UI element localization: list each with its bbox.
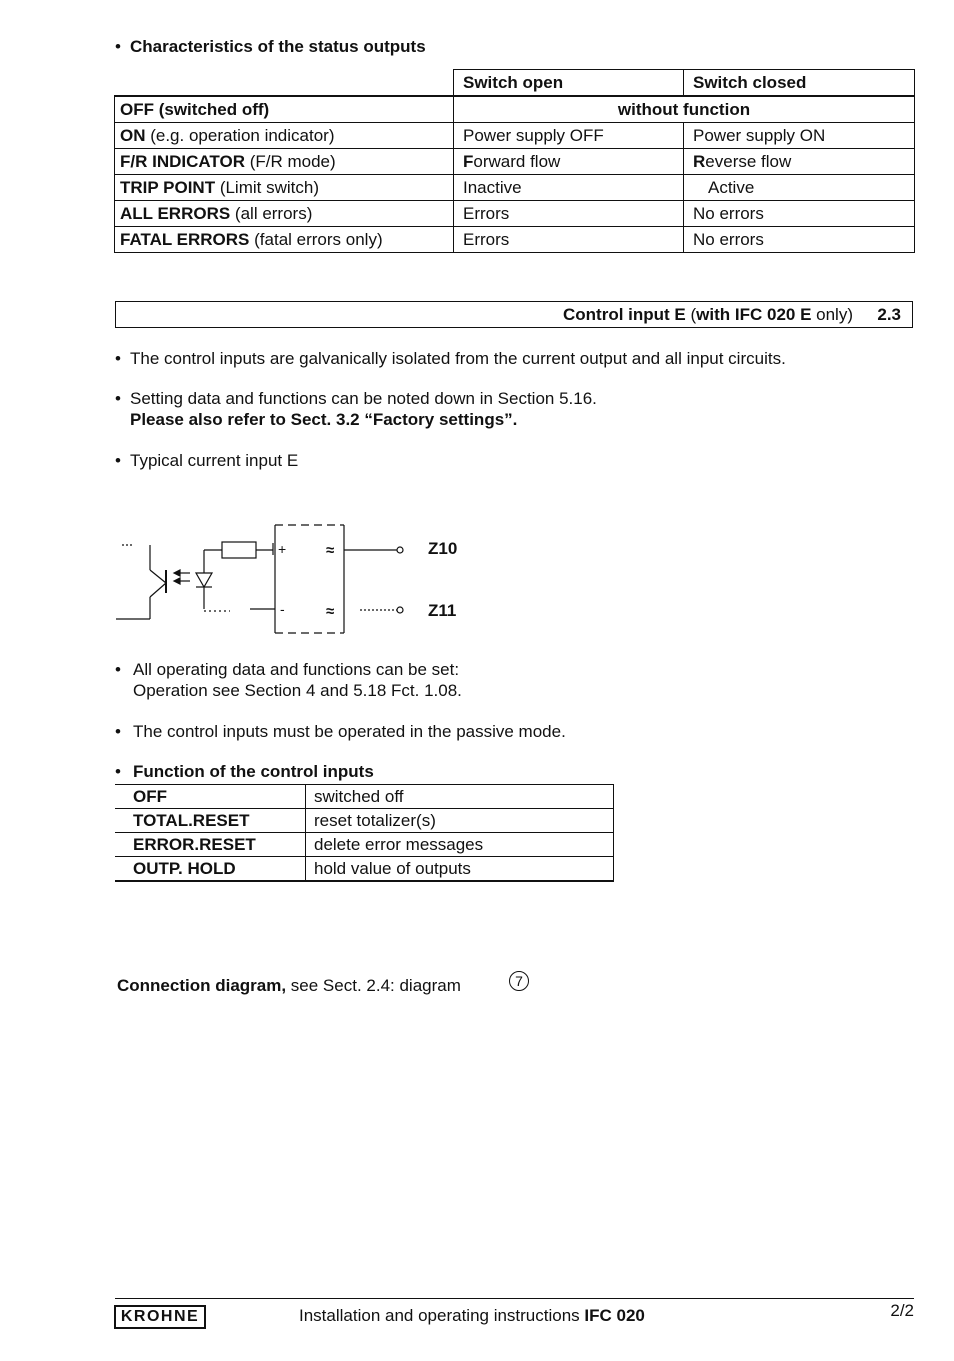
- status-outputs-heading-text: Characteristics of the status outputs: [130, 37, 426, 56]
- arrowhead-2: [174, 578, 180, 584]
- closed-value: Reverse flow: [684, 149, 915, 175]
- closed-value: Active: [684, 175, 915, 201]
- table-row: [115, 227, 915, 253]
- function-key: OFF: [115, 785, 306, 809]
- bullet: •: [115, 660, 121, 679]
- bullet-all-data: • All operating data and functions can be set:: [115, 660, 460, 679]
- table-row: [115, 857, 614, 882]
- mode-label: F/R INDICATOR (F/R mode): [115, 149, 454, 175]
- bullet: •: [115, 37, 121, 56]
- function-key: ERROR.RESET: [115, 833, 306, 857]
- table-row-off: [115, 96, 915, 123]
- led-symbol: [196, 573, 212, 587]
- table-row: [115, 123, 915, 149]
- bullet: •: [115, 762, 121, 781]
- bullet-isolated: • The control inputs are galvanically isolated from the current output and all input circuits.: [115, 349, 786, 368]
- bullet-setting-data: • Setting data and functions can be noted down in Section 5.16.: [115, 389, 597, 408]
- tilde-bottom: ≈: [326, 603, 335, 620]
- function-value: delete error messages: [306, 833, 614, 857]
- section-title: Control input E (with IFC 020 E only): [563, 305, 853, 324]
- bullet-passive: • The control inputs must be operated in the passive mode.: [115, 722, 566, 741]
- open-value: Errors: [454, 201, 684, 227]
- z11-label: Z11: [428, 601, 457, 620]
- mode-label: FATAL ERRORS (fatal errors only): [115, 227, 454, 253]
- table-header-row: [115, 70, 915, 97]
- table-corner-cell: [115, 70, 454, 97]
- bullet: •: [115, 389, 121, 408]
- open-value: Forward flow: [454, 149, 684, 175]
- closed-value: No errors: [684, 227, 915, 253]
- mode-label: ON (e.g. operation indicator): [115, 123, 454, 149]
- operation-see: Operation see Section 4 and 5.18 Fct. 1.08.: [133, 681, 462, 700]
- krohne-logo: KROHNE: [114, 1305, 206, 1329]
- table-row: [115, 201, 915, 227]
- closed-value: No errors: [684, 201, 915, 227]
- table-row: [115, 175, 915, 201]
- connection-diagram-note: Connection diagram, see Sect. 2.4: diagram: [117, 976, 461, 995]
- header-switch-open: Switch open: [454, 70, 684, 97]
- footer-title: Installation and operating instructions IFC 020: [299, 1306, 645, 1325]
- collector-lead: [150, 570, 166, 583]
- open-value: Power supply OFF: [454, 123, 684, 149]
- off-label: OFF (switched off): [115, 96, 454, 123]
- factory-settings-ref: Please also refer to Sect. 3.2 “Factory settings”.: [130, 410, 518, 429]
- function-heading: • Function of the control inputs: [115, 762, 374, 781]
- off-value: without function: [454, 96, 915, 123]
- mode-label: TRIP POINT (Limit switch): [115, 175, 454, 201]
- function-value: hold value of outputs: [306, 857, 614, 882]
- control-functions-table: [115, 784, 614, 882]
- table-row: [115, 785, 614, 809]
- circuit-diagram: [110, 515, 470, 643]
- header-switch-closed: Switch closed: [684, 70, 915, 97]
- bullet: •: [115, 349, 121, 368]
- diagram-number-badge: 7: [509, 971, 529, 991]
- footer-divider: [115, 1298, 914, 1299]
- function-value: switched off: [306, 785, 614, 809]
- resistor: [222, 542, 256, 558]
- function-value: reset totalizer(s): [306, 809, 614, 833]
- open-value: Inactive: [454, 175, 684, 201]
- z10-label: Z10: [428, 539, 458, 558]
- bullet: •: [115, 451, 121, 470]
- plus-sign: +: [278, 541, 287, 557]
- emitter-lead: [150, 583, 166, 597]
- closed-value: Power supply ON: [684, 123, 915, 149]
- section-header: [115, 301, 913, 328]
- open-value: Errors: [454, 227, 684, 253]
- mode-label: ALL ERRORS (all errors): [115, 201, 454, 227]
- bullet: •: [115, 722, 121, 741]
- function-key: OUTP. HOLD: [115, 857, 306, 882]
- page-number: 2/2: [890, 1301, 914, 1320]
- status-outputs-table: [114, 69, 915, 253]
- tilde-top: ≈: [326, 542, 335, 559]
- table-row: [115, 149, 915, 175]
- z11-terminal: [397, 607, 403, 613]
- z10-terminal: [397, 547, 403, 553]
- arrowhead-1: [174, 570, 180, 576]
- bullet-typical: • Typical current input E: [115, 451, 299, 470]
- status-outputs-heading: [115, 36, 426, 57]
- section-number: 2.3: [877, 305, 901, 324]
- table-row: [115, 809, 614, 833]
- table-row: [115, 833, 614, 857]
- minus-sign: -: [280, 601, 285, 617]
- function-key: TOTAL.RESET: [115, 809, 306, 833]
